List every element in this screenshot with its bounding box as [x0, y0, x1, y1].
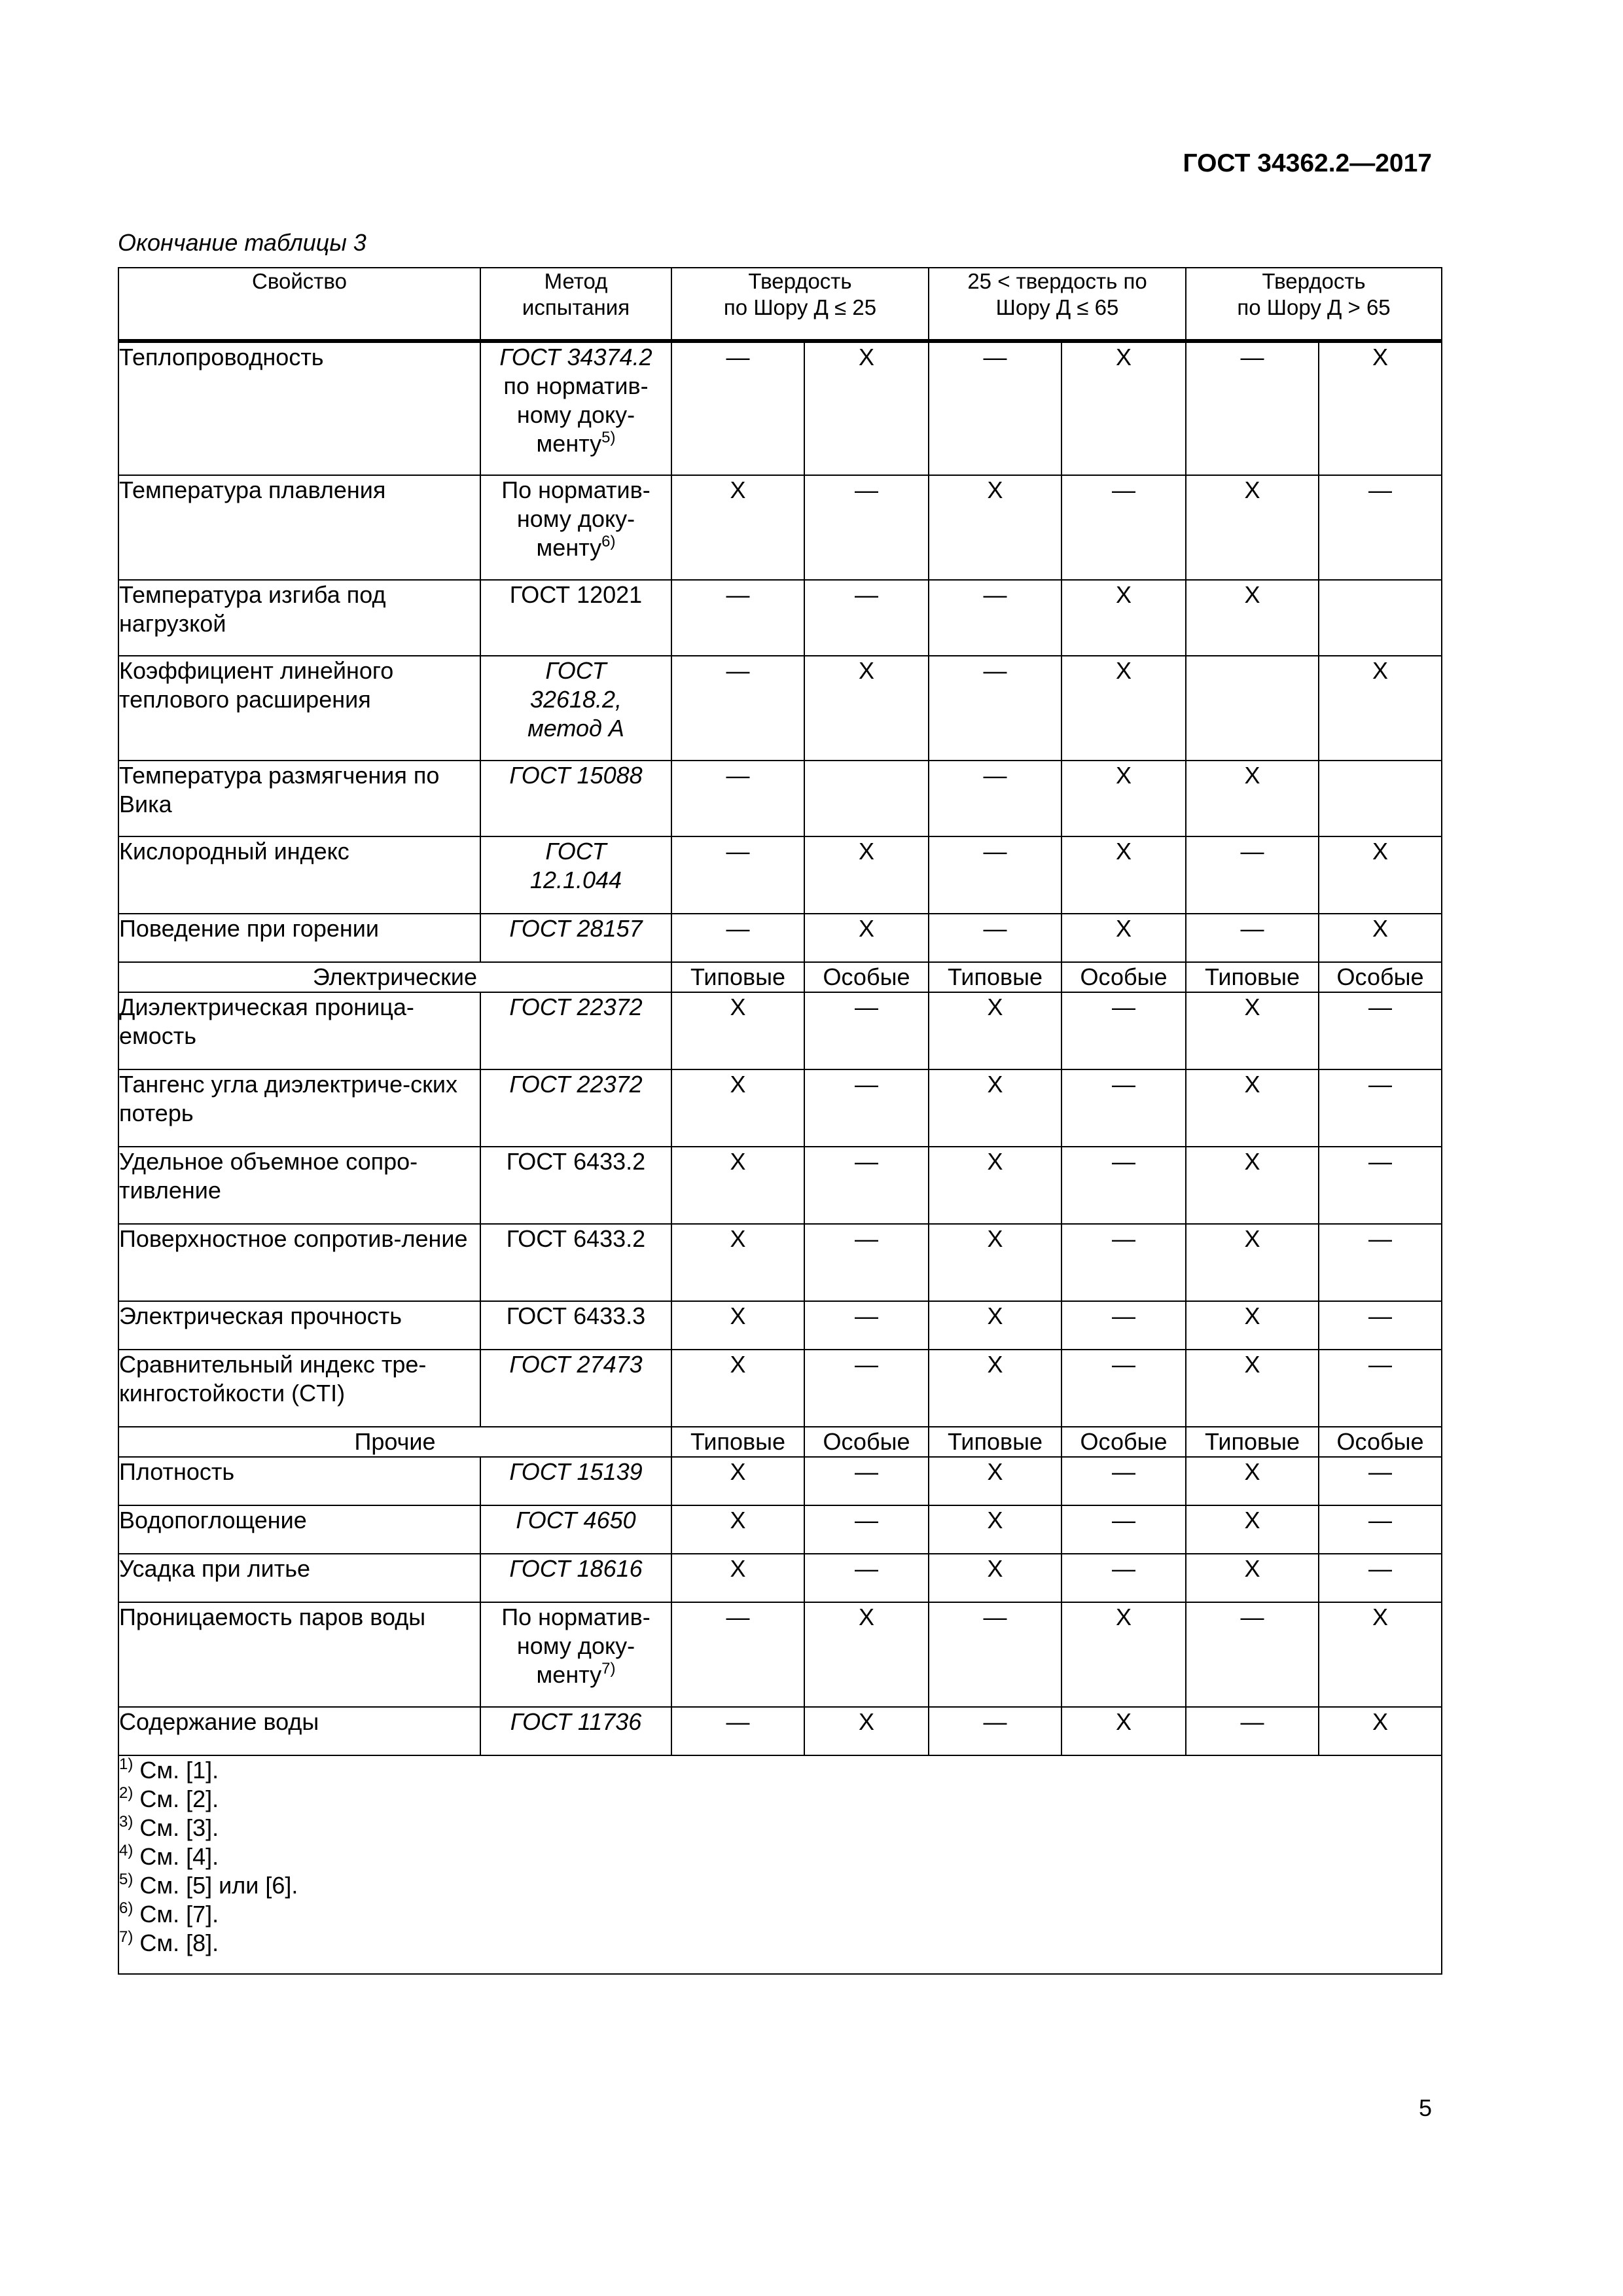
mark-cell: — — [1319, 1301, 1442, 1350]
method-line-text: По норматив- — [501, 1604, 651, 1630]
method-line-text: ГОСТ 28157 — [509, 915, 643, 942]
method-line-text: менту — [536, 430, 602, 457]
footnote — [119, 1785, 1441, 1814]
mark-cell: — — [671, 1707, 804, 1755]
header-hardness-low-line1: Твердость — [748, 269, 852, 293]
mark-cell: — — [1186, 341, 1319, 475]
method-line — [481, 581, 671, 609]
table-row — [118, 1350, 1442, 1427]
mark-cell: — — [804, 580, 929, 656]
method-cell — [480, 1707, 671, 1755]
group-header-row — [118, 962, 1442, 992]
method-line-text: ному доку- — [516, 401, 635, 428]
method-cell — [480, 836, 671, 914]
mark-cell: — — [929, 656, 1061, 761]
mark-cell: X — [671, 1505, 804, 1554]
mark-cell: — — [1061, 1554, 1186, 1602]
mark-cell: X — [804, 341, 929, 475]
mark-cell: X — [1061, 1602, 1186, 1707]
group-label: Электрические — [118, 962, 671, 992]
mark-cell: X — [671, 992, 804, 1069]
method-cell — [480, 1301, 671, 1350]
method-line-text: ГОСТ 4650 — [516, 1507, 636, 1534]
mark-cell: — — [1061, 1069, 1186, 1147]
property-cell: Температура размягчения по Вика — [118, 761, 480, 836]
method-cell — [480, 1350, 671, 1427]
mark-cell: X — [804, 914, 929, 962]
mark-cell: — — [1319, 1224, 1442, 1301]
mark-cell: X — [929, 1554, 1061, 1602]
method-line — [481, 1603, 671, 1632]
method-line — [481, 993, 671, 1022]
mark-cell: X — [1186, 1147, 1319, 1224]
mark-cell: — — [671, 656, 804, 761]
method-line-text: ГОСТ 6433.2 — [506, 1148, 646, 1175]
mark-cell: X — [929, 1224, 1061, 1301]
method-line-text: ГОСТ — [545, 838, 607, 865]
table-row — [118, 1457, 1442, 1505]
property-cell: Усадка при литье — [118, 1554, 480, 1602]
mark-cell: X — [1319, 341, 1442, 475]
mark-cell: X — [929, 1457, 1061, 1505]
mark-cell — [1319, 761, 1442, 836]
footnote-text: См. [3]. — [139, 1814, 219, 1841]
method-line — [481, 1554, 671, 1583]
footnotes-cell — [118, 1755, 1442, 1974]
mark-cell: — — [804, 1224, 929, 1301]
mark-cell: — — [804, 1554, 929, 1602]
subcolumn-label: Типовые — [929, 962, 1061, 992]
property-cell: Поведение при горении — [118, 914, 480, 962]
subcolumn-label: Особые — [1319, 1427, 1442, 1457]
header-method-line2: испытания — [522, 295, 630, 319]
table-body — [118, 341, 1442, 1974]
mark-cell: X — [1061, 580, 1186, 656]
method-line-text: 12.1.044 — [529, 867, 622, 893]
mark-cell: X — [671, 1350, 804, 1427]
footnote-mark: 1) — [119, 1755, 134, 1773]
mark-cell: X — [1061, 1707, 1186, 1755]
table-header-row — [118, 268, 1442, 341]
document-code: ГОСТ 34362.2—2017 — [1183, 149, 1432, 177]
mark-cell: X — [671, 1224, 804, 1301]
method-line — [481, 533, 671, 562]
method-cell — [480, 1457, 671, 1505]
mark-cell: — — [804, 1069, 929, 1147]
footnote-text: См. [1]. — [139, 1757, 219, 1784]
mark-cell: X — [671, 1147, 804, 1224]
table-row — [118, 761, 1442, 836]
footnote-text: См. [8]. — [139, 1929, 219, 1956]
method-line — [481, 914, 671, 943]
method-line — [481, 505, 671, 533]
table-row — [118, 1505, 1442, 1554]
mark-cell: X — [804, 1602, 929, 1707]
method-line-text: ному доку- — [516, 1632, 635, 1659]
method-line-text: менту — [536, 534, 602, 561]
table-row — [118, 836, 1442, 914]
subcolumn-label: Типовые — [929, 1427, 1061, 1457]
mark-cell: — — [804, 1505, 929, 1554]
footnote-text: См. [5] или [6]. — [139, 1872, 298, 1899]
method-line-text: ГОСТ 11736 — [510, 1708, 642, 1735]
header-property: Свойство — [118, 268, 480, 341]
method-line-text: ГОСТ 12021 — [509, 581, 643, 608]
method-line — [481, 685, 671, 714]
table-row — [118, 914, 1442, 962]
method-line — [481, 1070, 671, 1099]
mark-cell: X — [929, 1069, 1061, 1147]
mark-cell: — — [1186, 836, 1319, 914]
property-cell: Кислородный индекс — [118, 836, 480, 914]
table-row — [118, 656, 1442, 761]
mark-cell: — — [929, 580, 1061, 656]
property-cell: Теплопроводность — [118, 341, 480, 475]
footnote-text: См. [7]. — [139, 1901, 219, 1928]
mark-cell: — — [1061, 1505, 1186, 1554]
mark-cell: X — [1186, 1457, 1319, 1505]
method-line — [481, 1147, 671, 1176]
header-hardness-high-line1: Твердость — [1262, 269, 1366, 293]
mark-cell: X — [1186, 1554, 1319, 1602]
header-hardness-mid-line1: 25 < твердость по — [967, 269, 1147, 293]
mark-cell: — — [671, 580, 804, 656]
method-line-text: ГОСТ 6433.3 — [506, 1302, 646, 1329]
mark-cell: — — [1319, 1350, 1442, 1427]
method-line — [481, 1458, 671, 1486]
method-line — [481, 1302, 671, 1331]
method-cell — [480, 1602, 671, 1707]
property-cell: Водопоглощение — [118, 1505, 480, 1554]
mark-cell: X — [1186, 580, 1319, 656]
footnote-mark: 7) — [119, 1928, 134, 1946]
mark-cell: — — [804, 992, 929, 1069]
method-cell — [480, 992, 671, 1069]
footnote-mark: 6) — [119, 1899, 134, 1917]
mark-cell: — — [929, 761, 1061, 836]
mark-cell: X — [1186, 992, 1319, 1069]
page-number: 5 — [1418, 2094, 1432, 2121]
property-cell: Температура изгиба под нагрузкой — [118, 580, 480, 656]
subcolumn-label: Типовые — [671, 1427, 804, 1457]
footnote — [119, 1756, 1441, 1785]
property-cell: Температура плавления — [118, 475, 480, 580]
table-row — [118, 475, 1442, 580]
property-cell: Плотность — [118, 1457, 480, 1505]
mark-cell: — — [1319, 1147, 1442, 1224]
mark-cell: — — [1186, 1602, 1319, 1707]
mark-cell: — — [929, 341, 1061, 475]
mark-cell: — — [804, 1457, 929, 1505]
method-line-text: ГОСТ 18616 — [509, 1555, 643, 1582]
method-cell — [480, 761, 671, 836]
method-cell — [480, 1554, 671, 1602]
mark-cell: X — [1186, 475, 1319, 580]
mark-cell: X — [1186, 1069, 1319, 1147]
method-line — [481, 837, 671, 866]
property-cell: Сравнительный индекс тре-кингостойкости (CTI) — [118, 1350, 480, 1427]
property-cell: Диэлектрическая проница-емость — [118, 992, 480, 1069]
mark-cell: — — [671, 836, 804, 914]
property-cell: Поверхностное сопротив-ление — [118, 1224, 480, 1301]
mark-cell: — — [804, 1147, 929, 1224]
method-cell — [480, 1069, 671, 1147]
method-line-text: метод А — [527, 715, 624, 742]
table-row — [118, 992, 1442, 1069]
mark-cell: X — [929, 1147, 1061, 1224]
method-cell — [480, 656, 671, 761]
subcolumn-label: Особые — [804, 962, 929, 992]
method-line — [481, 401, 671, 429]
mark-cell: X — [671, 475, 804, 580]
method-line-text: по норматив- — [503, 372, 649, 399]
mark-cell: — — [671, 761, 804, 836]
method-cell — [480, 341, 671, 475]
method-line — [481, 429, 671, 458]
property-cell: Электрическая прочность — [118, 1301, 480, 1350]
properties-table — [118, 267, 1442, 1975]
mark-cell: — — [671, 1602, 804, 1707]
mark-cell: X — [929, 1301, 1061, 1350]
table-row — [118, 1301, 1442, 1350]
subcolumn-label: Особые — [1061, 1427, 1186, 1457]
mark-cell: X — [1319, 1707, 1442, 1755]
mark-cell: — — [929, 1602, 1061, 1707]
mark-cell: X — [929, 1505, 1061, 1554]
mark-cell: — — [671, 341, 804, 475]
mark-cell: X — [929, 1350, 1061, 1427]
mark-cell: X — [1186, 761, 1319, 836]
method-line-text: ному доку- — [516, 505, 635, 532]
mark-cell: — — [804, 1350, 929, 1427]
method-line-text: ГОСТ 22372 — [509, 994, 643, 1020]
mark-cell: X — [1061, 656, 1186, 761]
method-line — [481, 1350, 671, 1379]
mark-cell: X — [671, 1554, 804, 1602]
mark-cell: X — [1186, 1350, 1319, 1427]
mark-cell — [1186, 656, 1319, 761]
footnote-ref: 6) — [601, 533, 616, 550]
mark-cell: X — [804, 836, 929, 914]
table-row — [118, 1554, 1442, 1602]
table-row — [118, 341, 1442, 475]
mark-cell: — — [929, 836, 1061, 914]
method-line — [481, 866, 671, 895]
footnote-text: См. [4]. — [139, 1843, 219, 1870]
mark-cell: X — [671, 1301, 804, 1350]
method-cell — [480, 1505, 671, 1554]
mark-cell: X — [1319, 656, 1442, 761]
footnote — [119, 1871, 1441, 1900]
group-label: Прочие — [118, 1427, 671, 1457]
table-row — [118, 1707, 1442, 1755]
mark-cell: X — [929, 992, 1061, 1069]
subcolumn-label: Типовые — [1186, 962, 1319, 992]
property-cell: Удельное объемное сопро-тивление — [118, 1147, 480, 1224]
mark-cell: — — [1319, 1554, 1442, 1602]
mark-cell: — — [1319, 992, 1442, 1069]
method-cell — [480, 1224, 671, 1301]
method-line-text: По норматив- — [501, 476, 651, 503]
footnote-ref: 5) — [601, 429, 616, 446]
method-line-text: менту — [536, 1661, 602, 1688]
footnote — [119, 1900, 1441, 1929]
method-cell — [480, 580, 671, 656]
mark-cell: X — [929, 475, 1061, 580]
mark-cell: X — [804, 656, 929, 761]
mark-cell: X — [1186, 1301, 1319, 1350]
footnote — [119, 1929, 1441, 1958]
mark-cell — [1319, 580, 1442, 656]
mark-cell: — — [1319, 475, 1442, 580]
mark-cell: X — [1061, 341, 1186, 475]
mark-cell: — — [1061, 1147, 1186, 1224]
method-cell — [480, 475, 671, 580]
mark-cell: — — [804, 475, 929, 580]
header-method — [480, 268, 671, 341]
method-line — [481, 714, 671, 743]
mark-cell: — — [1186, 914, 1319, 962]
method-line-text: ГОСТ — [545, 657, 607, 684]
mark-cell: — — [1061, 1224, 1186, 1301]
footnote — [119, 1814, 1441, 1842]
mark-cell: X — [1186, 1224, 1319, 1301]
mark-cell: X — [1061, 761, 1186, 836]
subcolumn-label: Типовые — [671, 962, 804, 992]
method-line — [481, 372, 671, 401]
property-cell: Содержание воды — [118, 1707, 480, 1755]
method-cell — [480, 914, 671, 962]
header-hardness-mid — [929, 268, 1186, 341]
mark-cell: — — [1061, 475, 1186, 580]
subcolumn-label: Особые — [1319, 962, 1442, 992]
mark-cell: — — [1319, 1505, 1442, 1554]
method-line-text: ГОСТ 15088 — [509, 762, 643, 789]
table-row — [118, 1224, 1442, 1301]
mark-cell: — — [804, 1301, 929, 1350]
footnote-text: См. [2]. — [139, 1785, 219, 1812]
header-hardness-mid-line2: Шору Д ≤ 65 — [995, 295, 1119, 319]
method-line-text: ГОСТ 15139 — [509, 1458, 643, 1485]
mark-cell: X — [671, 1069, 804, 1147]
method-line — [481, 343, 671, 372]
footnote-ref: 7) — [601, 1660, 616, 1677]
mark-cell: — — [1061, 992, 1186, 1069]
mark-cell — [804, 761, 929, 836]
mark-cell: — — [1061, 1457, 1186, 1505]
mark-cell: — — [1319, 1457, 1442, 1505]
mark-cell: X — [1186, 1505, 1319, 1554]
header-hardness-high-line2: по Шору Д > 65 — [1237, 295, 1391, 319]
header-method-line1: Метод — [544, 269, 608, 293]
footnotes-row — [118, 1755, 1442, 1974]
method-line-text: ГОСТ 6433.2 — [506, 1225, 646, 1252]
method-line-text: ГОСТ 34374.2 — [499, 344, 652, 370]
method-line — [481, 656, 671, 685]
footnote — [119, 1842, 1441, 1871]
mark-cell: — — [1319, 1069, 1442, 1147]
property-cell: Коэффициент линейного теплового расширения — [118, 656, 480, 761]
mark-cell: X — [671, 1457, 804, 1505]
method-line — [481, 1632, 671, 1660]
mark-cell: X — [804, 1707, 929, 1755]
table-row — [118, 580, 1442, 656]
footnote-mark: 5) — [119, 1871, 134, 1888]
table-row — [118, 1147, 1442, 1224]
method-line-text: 32618.2, — [529, 686, 622, 713]
method-line — [481, 1708, 671, 1736]
method-line — [481, 1660, 671, 1689]
group-header-row — [118, 1427, 1442, 1457]
header-hardness-high — [1186, 268, 1442, 341]
subcolumn-label: Типовые — [1186, 1427, 1319, 1457]
subcolumn-label: Особые — [804, 1427, 929, 1457]
mark-cell: X — [1319, 836, 1442, 914]
method-cell — [480, 1147, 671, 1224]
mark-cell: — — [1061, 1301, 1186, 1350]
footnote-mark: 3) — [119, 1813, 134, 1831]
mark-cell: — — [1186, 1707, 1319, 1755]
method-line — [481, 761, 671, 790]
mark-cell: — — [1061, 1350, 1186, 1427]
method-line — [481, 1506, 671, 1535]
mark-cell: X — [1061, 914, 1186, 962]
mark-cell: X — [1319, 914, 1442, 962]
header-hardness-low — [671, 268, 929, 341]
subcolumn-label: Особые — [1061, 962, 1186, 992]
method-line — [481, 476, 671, 505]
table-row — [118, 1602, 1442, 1707]
mark-cell: X — [1061, 836, 1186, 914]
method-line — [481, 1225, 671, 1253]
mark-cell: — — [929, 1707, 1061, 1755]
property-cell: Тангенс угла диэлектриче-ских потерь — [118, 1069, 480, 1147]
footnote-mark: 2) — [119, 1784, 134, 1802]
header-hardness-low-line2: по Шору Д ≤ 25 — [723, 295, 877, 319]
mark-cell: — — [671, 914, 804, 962]
mark-cell: X — [1319, 1602, 1442, 1707]
mark-cell: — — [929, 914, 1061, 962]
method-line-text: ГОСТ 27473 — [509, 1351, 643, 1378]
method-line-text: ГОСТ 22372 — [509, 1071, 643, 1098]
property-cell: Проницаемость паров воды — [118, 1602, 480, 1707]
footnote-mark: 4) — [119, 1842, 134, 1859]
table-caption: Окончание таблицы 3 — [118, 229, 366, 256]
table-row — [118, 1069, 1442, 1147]
